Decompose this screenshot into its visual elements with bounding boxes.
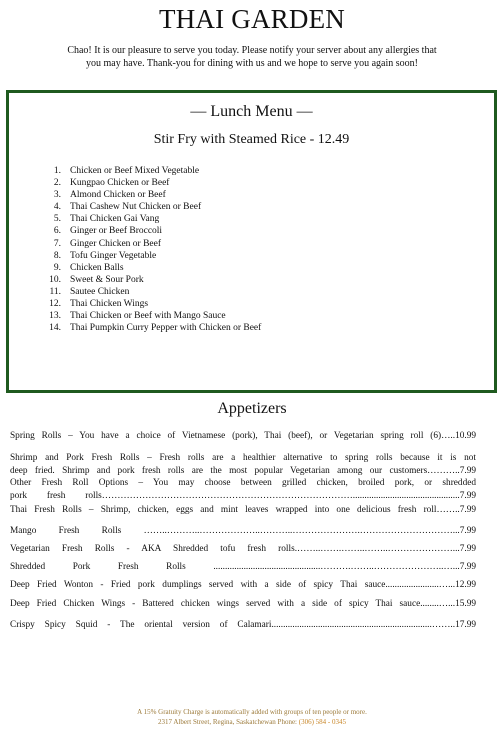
appetizer-line: pork fresh rolls………………………………………………………………………..............................................7.99 (10, 491, 476, 501)
appetizer-line: Mango Fresh Rolls ……..………..………………..………..………………….…………………………...7.99 (10, 526, 476, 536)
lunch-menu-title: — Lunch Menu — (190, 103, 313, 120)
lunch-item-number: 3. (53, 190, 61, 201)
address-line (0, 717, 504, 727)
lunch-item (43, 322, 261, 334)
lunch-item-number: 9. (53, 262, 61, 273)
appetizer-line: Deep Fried Chicken Wings - Battered chicken wings served with a side of spicy Thai sauce........…...15.99 (10, 599, 476, 609)
gratuity-notice: A 15% Gratuity Charge is automatically added with groups of ten people or more. (137, 708, 367, 716)
lunch-item (43, 286, 261, 298)
lunch-item (43, 177, 261, 189)
appetizer-item (10, 579, 476, 592)
lunch-item-name: Chicken Balls (70, 262, 124, 273)
appetizer-item (10, 598, 476, 611)
appetizer-item (10, 452, 476, 478)
lunch-item-name: Sweet & Sour Pork (70, 274, 144, 285)
lunch-item (43, 310, 261, 322)
lunch-item-name: Thai Cashew Nut Chicken or Beef (70, 202, 202, 213)
lunch-item (43, 225, 261, 237)
lunch-item-number: 7. (53, 238, 61, 249)
lunch-item (43, 189, 261, 201)
appetizers-title: Appetizers (217, 400, 287, 417)
lunch-item-number: 2. (53, 178, 61, 189)
appetizer-item (10, 543, 476, 556)
lunch-item-number: 13. (49, 311, 61, 322)
lunch-item-name: Almond Chicken or Beef (70, 190, 166, 201)
lunch-item (43, 274, 261, 286)
lunch-item (43, 201, 261, 213)
phone-number: (306) 584 - 0345 (298, 718, 346, 726)
restaurant-title: THAI GARDEN (159, 4, 345, 34)
appetizer-line: Vegetarian Fresh Rolls - AKA Shredded tofu fresh rolls.……..…….……..……..…………………...7.99 (10, 544, 476, 554)
address-text: 2317 Albert Street, Regina, Saskatchewan Phone: (158, 718, 299, 726)
lunch-item-name: Thai Chicken or Beef with Mango Sauce (70, 311, 226, 322)
lunch-item-number: 12. (49, 299, 61, 310)
appetizer-line: Crispy Spicy Squid - The oriental version of Calamari.....................................................................……..17.99 (10, 620, 476, 630)
lunch-item-number: 14. (49, 323, 61, 334)
lunch-item-name: Ginger or Beef Broccoli (70, 226, 163, 237)
lunch-item-number: 8. (53, 250, 61, 261)
lunch-item (43, 165, 261, 177)
appetizer-line: Other Fresh Roll Options – You may choose between grilled chicken, broiled pork, or shredded (10, 478, 476, 488)
lunch-item (43, 250, 261, 262)
lunch-item-number: 11. (49, 286, 61, 297)
intro-line-2: you may have. Thank-you for dining with us and we hope to serve you again soon! (86, 58, 418, 69)
lunch-item-name: Thai Chicken Wings (70, 299, 149, 310)
lunch-menu-subtitle: Stir Fry with Steamed Rice - 12.49 (153, 132, 350, 147)
intro-text (30, 44, 474, 70)
appetizer-item (10, 504, 476, 517)
lunch-menu-list (43, 165, 261, 334)
appetizer-line: Spring Rolls – You have a choice of Vietnamese (pork), Thai (beef), or Vegetarian spring roll (6)…..10.99 (10, 431, 476, 441)
lunch-item-number: 6. (53, 226, 61, 237)
lunch-item-name: Chicken or Beef Mixed Vegetable (70, 166, 200, 176)
appetizer-line: Shredded Pork Fresh Rolls ..............................................……….……..…………………..…...7.99 (10, 562, 476, 572)
lunch-item-number: 1. (53, 166, 61, 176)
lunch-menu-box (6, 90, 497, 393)
footer (0, 707, 504, 727)
lunch-item-name: Sautee Chicken (70, 286, 130, 297)
lunch-item-number: 5. (53, 214, 61, 225)
lunch-item (43, 262, 261, 274)
appetizer-item (10, 477, 476, 503)
appetizer-item (10, 619, 476, 632)
appetizer-line: deep fried. Shrimp and pork fresh rolls are the most popular Vegetarian among our customers………..7.99 (10, 466, 476, 476)
appetizer-line: Deep Fried Wonton - Fried pork dumplings served with a side of spicy Thai sauce.......................…...12.99 (10, 580, 476, 590)
appetizer-line: Shrimp and Pork Fresh Rolls – Fresh rolls are a healthier alternative to spring rolls because it is not (10, 453, 476, 463)
lunch-item-name: Tofu Ginger Vegetable (70, 250, 157, 261)
lunch-item (43, 238, 261, 250)
lunch-item (43, 213, 261, 225)
lunch-item-name: Thai Pumpkin Curry Pepper with Chicken or Beef (70, 323, 262, 334)
intro-line-1: Chao! It is our pleasure to serve you today. Please notify your server about any allergies that (67, 45, 437, 56)
appetizer-line: Thai Fresh Rolls – Shrimp, chicken, eggs and mint leaves wrapped into one delicious fresh roll……..7.99 (10, 505, 476, 515)
appetizer-item (10, 525, 476, 538)
appetizer-item (10, 430, 476, 443)
lunch-item-name: Kungpao Chicken or Beef (70, 178, 170, 189)
lunch-item-number: 4. (53, 202, 61, 213)
appetizer-item (10, 561, 476, 574)
lunch-item-name: Thai Chicken Gai Vang (70, 214, 160, 225)
lunch-item-name: Ginger Chicken or Beef (70, 238, 162, 249)
lunch-item-number: 10. (49, 274, 61, 285)
lunch-item (43, 298, 261, 310)
